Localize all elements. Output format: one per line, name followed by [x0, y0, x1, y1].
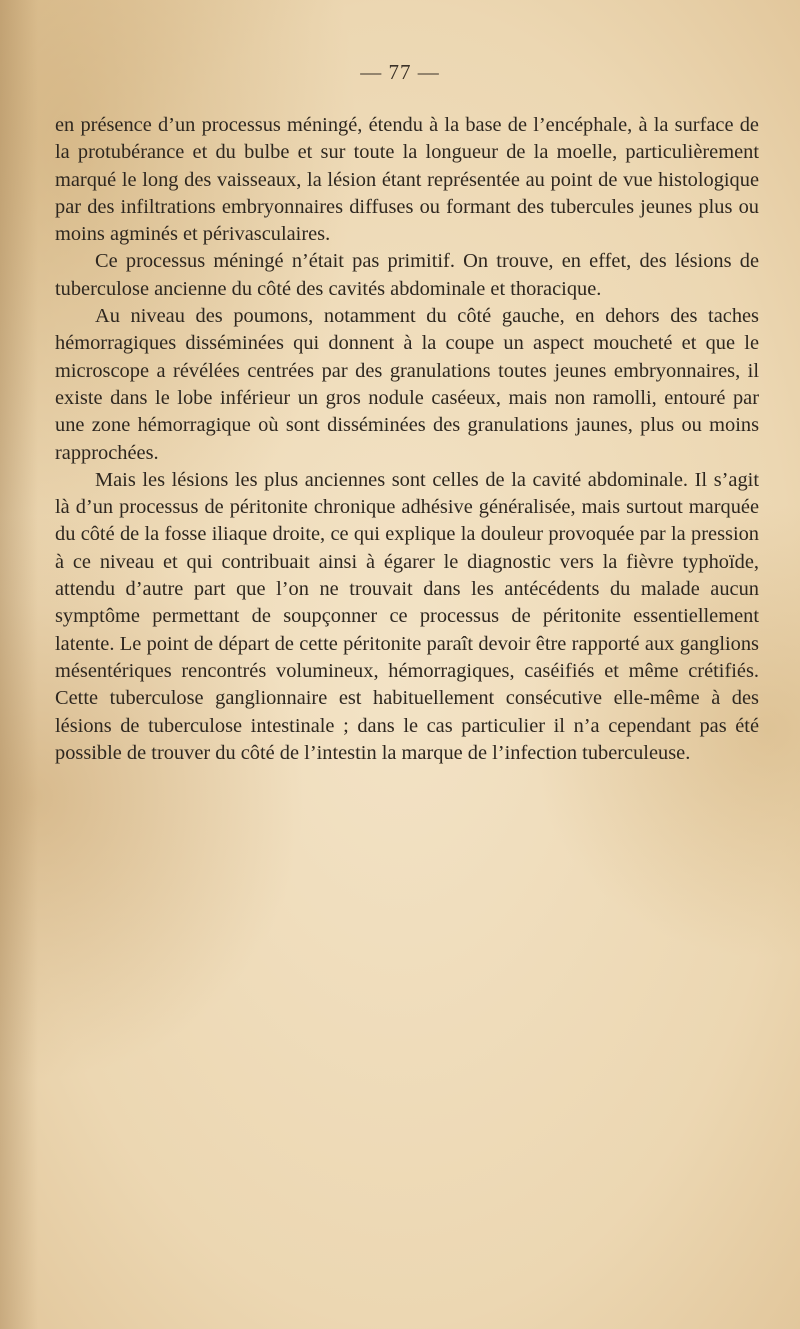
paragraph-4: Mais les lésions les plus anciennes sont celles de la cavité abdominale. Il s’agit là d’un processus de péritonite chronique adhésive généralisée, mais surtout marquée du côté de la fosse iliaque droite, ce qui explique la douleur provoquée par la pression à ce niveau et qui contribuait ainsi à égarer le diagnostic vers la fièvre typhoïde, attendu d’autre part que l’on ne trouvait dans les antécédents du malade aucun symptôme permettant de soupçonner ce processus de péritonite essentiellement latente. Le point de départ de cette péritonite paraît devoir être rapporté aux ganglions mésentériques rencontrés volumineux, hémorragiques, caséifiés et même crétifiés. Cette tuberculose ganglionnaire est habituellement consécutive elle-même à des lésions de tuberculose intestinale ; dans le cas particulier il n’a cependant pas été possible de trouver du côté de l’intestin la marque de l’infection tuberculeuse.: [55, 468, 759, 764]
paragraph-1: en présence d’un processus méningé, étendu à la base de l’encéphale, à la surface de la protubérance et du bulbe et sur toute la longueur de la moelle, particulièrement marqué le long des vaisseaux, la lésion étant représentée au point de vue histologique par des infiltrations embryonnaires diffuses ou formant des tubercules jeunes plus ou moins agminés et périvasculaires.: [55, 114, 759, 246]
page-number: — 77 —: [360, 60, 440, 84]
page-edge-stain: [0, 0, 38, 1329]
paragraph-3: Au niveau des poumons, notamment du côté gauche, en dehors des taches hémorragiques disséminées qui donnent à la coupe un aspect moucheté et que le microscope a révélées centrées par des granulations toutes jeunes embryonnaires, il existe dans le lobe inférieur un gros nodule caséeux, mais non ramolli, entouré par une zone hémorragique où sont disséminées des granulations jaunes, plus ou moins rapprochées.: [55, 305, 759, 464]
paragraph-2: Ce processus méningé n’était pas primitif. On trouve, en effet, des lésions de tuberculose ancienne du côté des cavités abdominale et thoracique.: [55, 250, 759, 300]
body-text: [55, 112, 759, 767]
